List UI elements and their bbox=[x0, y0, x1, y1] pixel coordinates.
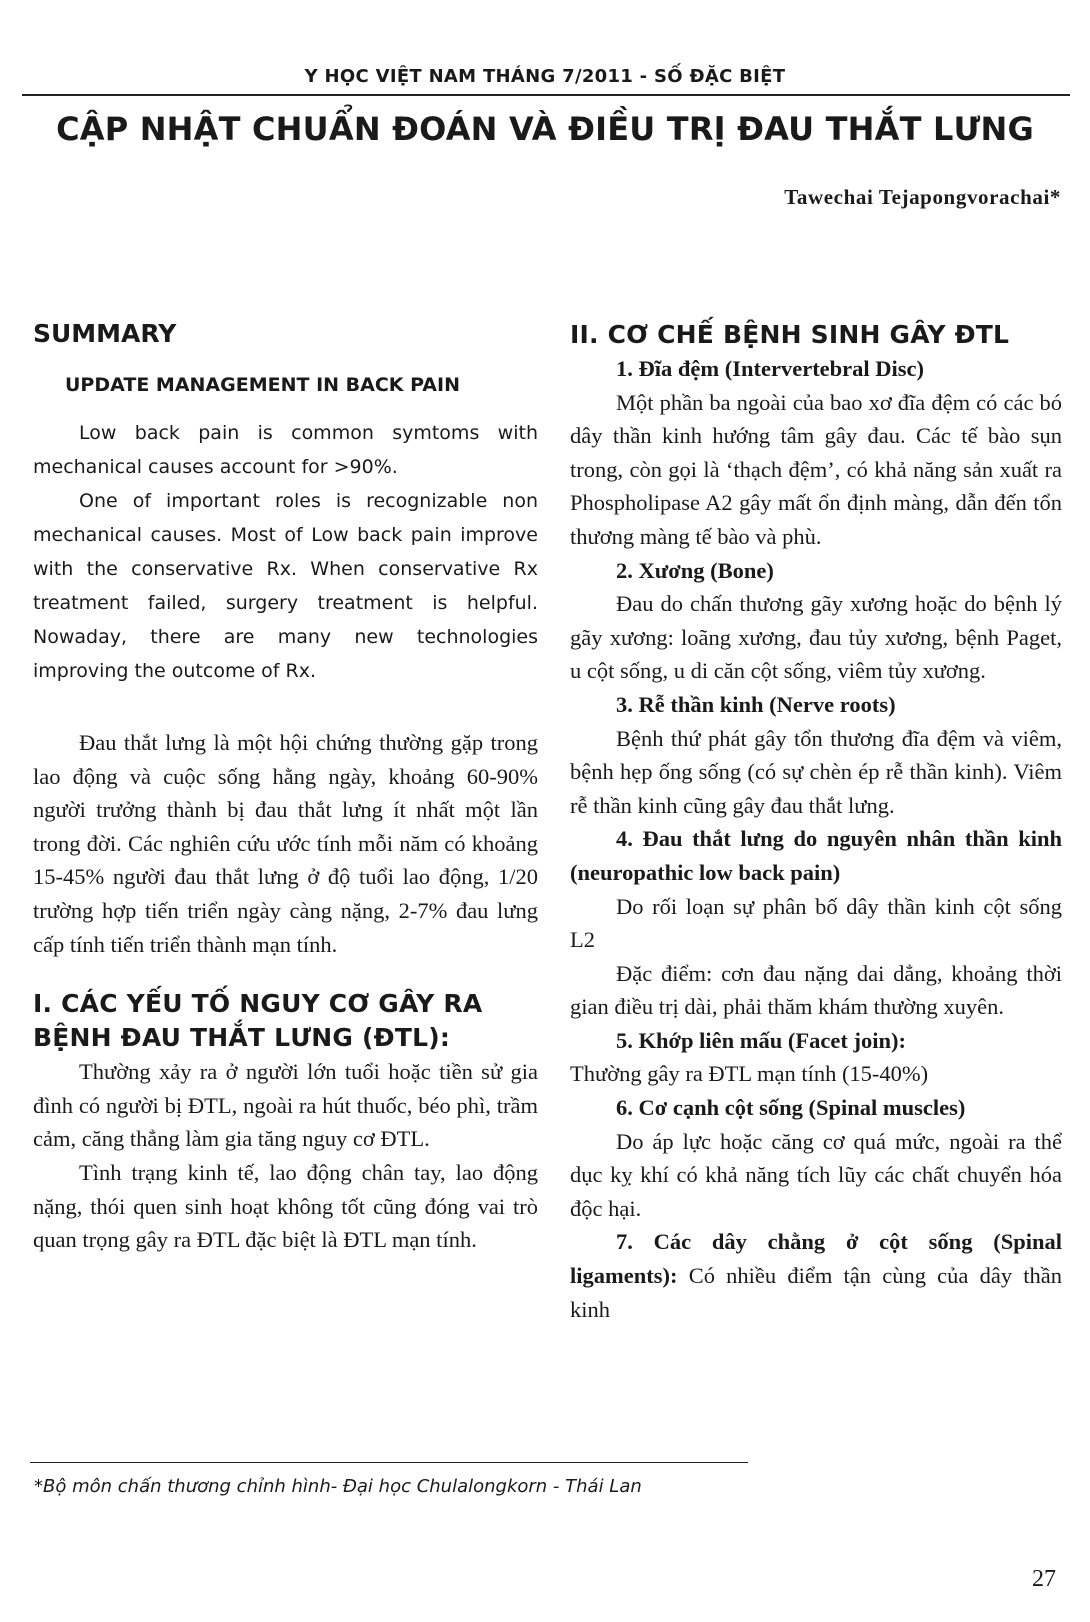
author-name: Tawechai Tejapongvorachai* bbox=[784, 185, 1061, 209]
subsection-body: Thường gây ra ĐTL mạn tính (15-40%) bbox=[570, 1061, 929, 1087]
footnote: *Bộ môn chấn thương chỉnh hình- Đại học Chulalongkorn - Thái Lan bbox=[34, 1476, 642, 1497]
section-2-heading: II. CƠ CHẾ BỆNH SINH GÂY ĐTL bbox=[570, 320, 1010, 349]
summary-subtitle: UPDATE MANAGEMENT IN BACK PAIN bbox=[65, 374, 460, 396]
subsection-7 bbox=[570, 1225, 1062, 1326]
subsection-title: 6. Cơ cạnh cột sống (Spinal muscles) bbox=[616, 1095, 966, 1121]
summary-paragraph: One of important roles is recognizable non mechanical causes. Most of Low back pain improve with the conservative Rx. When conservative Rx treatment failed, surgery treatment is helpful. Nowaday, there are many new technologies improving the outcome of Rx. bbox=[33, 490, 538, 682]
subsection-title: 4. Đau thắt lưng do nguyên nhân thần kinh (neuropathic low back pain) bbox=[570, 826, 1062, 885]
running-header: Y HỌC VIỆT NAM THÁNG 7/2011 - SỐ ĐẶC BIỆT bbox=[304, 66, 786, 87]
subsection-body: Có nhiều điểm tận cùng của dây thần kinh bbox=[570, 1263, 1063, 1322]
article-title: CẬP NHẬT CHUẨN ĐOÁN VÀ ĐIỀU TRỊ ĐAU THẮT LƯNG bbox=[56, 110, 1034, 148]
subsection-body: Một phần ba ngoài của bao xơ đĩa đệm có các bó dây thần kinh hướng tâm gây đau. Các tế bào sụn trong, còn gọi là ‘thạch đệm’, có khả năng sản xuất ra Phospholipase A2 gây mất ổn định màng, dẫn đến tổn thương màng tế bào và phù. bbox=[570, 389, 1062, 549]
right-column bbox=[570, 318, 1062, 1326]
subsection-body: Đặc điểm: cơn đau nặng dai dẳng, khoảng thời gian điều trị dài, phải thăm khám thường xuyên. bbox=[570, 960, 1062, 1020]
section-1-paragraph: Tình trạng kinh tế, lao động chân tay, lao động nặng, thói quen sinh hoạt không tốt cũng đóng vai trò quan trọng gây ra ĐTL đặc biệt là ĐTL mạn tính. bbox=[33, 1159, 538, 1253]
subsection-title: 1. Đĩa đệm (Intervertebral Disc) bbox=[616, 356, 925, 381]
subsection-title-inline bbox=[570, 1024, 1062, 1058]
section-1-heading: I. CÁC YẾU TỐ NGUY CƠ GÂY RA BỆNH ĐAU THẮT LƯNG (ĐTL): bbox=[33, 989, 483, 1053]
subsection-title: 2. Xương (Bone) bbox=[616, 557, 774, 583]
subsection-body: Do rối loạn sự phân bố dây thần kinh cột sống L2 bbox=[570, 893, 1062, 953]
summary-heading: SUMMARY bbox=[33, 319, 177, 348]
subsection-title: 5. Khớp liên mấu (Facet join): bbox=[616, 1027, 906, 1053]
page-number: 27 bbox=[1032, 1566, 1056, 1592]
subsection-body: Bệnh thứ phát gây tổn thương đĩa đệm và viêm, bệnh hẹp ống sống (có sự chèn ép rễ thần kinh). Viêm rễ thần kinh cũng gây đau thắt lưng. bbox=[570, 725, 1062, 818]
left-column bbox=[33, 318, 538, 1257]
subsection-body: Đau do chấn thương gãy xương hoặc do bệnh lý gãy xương: loãng xương, đau tủy xương, bệnh Paget, u cột sống, u di căn cột sống, viêm tủy xương. bbox=[570, 591, 1062, 684]
subsection-body: Do áp lực hoặc căng cơ quá mức, ngoài ra thể dục kỵ khí có khả năng tích lũy các chất chuyển hóa độc hại. bbox=[570, 1128, 1062, 1221]
subsection-title: 7. Các dây chằng ở cột sống (Spinal ligaments): bbox=[570, 1229, 1062, 1289]
intro-paragraph: Đau thắt lưng là một hội chứng thường gặp trong lao động và cuộc sống hằng ngày, khoảng 60-90% người trưởng thành bị đau thắt lưng ít nhất một lần trong đời. Các nghiên cứu ước tính mỗi năm có khoảng 15-45% người đau thắt lưng ở độ tuổi lao động, 1/20 trường hợp tiến triển ngày càng nặng, 2-7% đau lưng cấp tính tiến triển thành mạn tính. bbox=[33, 730, 538, 957]
summary-paragraph: Low back pain is common symtoms with mechanical causes account for >90%. bbox=[33, 422, 538, 478]
footnote-rule bbox=[30, 1462, 748, 1463]
subsection-title: 3. Rễ thần kinh (Nerve roots) bbox=[616, 691, 896, 717]
section-1-paragraph: Thường xảy ra ở người lớn tuổi hoặc tiền sử gia đình có người bị ĐTL, ngoài ra hút thuốc, béo phì, trầm cảm, căng thẳng làm gia tăng nguy cơ ĐTL. bbox=[33, 1059, 538, 1152]
header-rule bbox=[22, 94, 1070, 96]
